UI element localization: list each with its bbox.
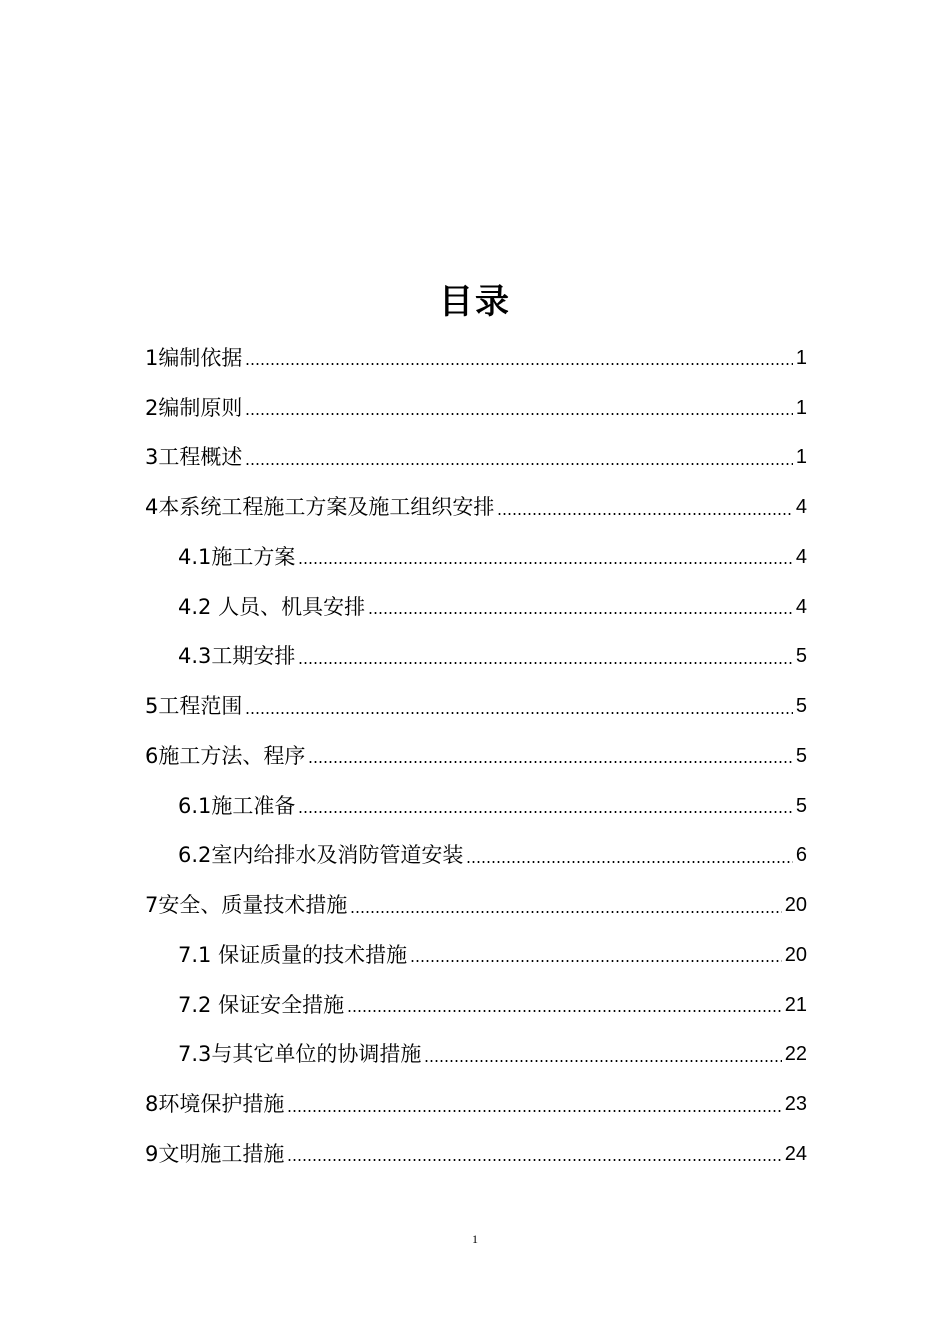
toc-entry[interactable] xyxy=(145,880,807,930)
toc-entry-page: 4 xyxy=(795,545,807,568)
toc-entry-page: 1 xyxy=(795,346,807,369)
toc-entry-title: 5工程范围 xyxy=(145,694,243,719)
dot-leader xyxy=(350,911,781,913)
page-title: 目录 xyxy=(439,282,511,322)
toc-entry-title: 7安全、质量技术措施 xyxy=(145,893,348,918)
dot-leader xyxy=(298,811,792,813)
dot-leader xyxy=(245,413,793,415)
toc-entry[interactable] xyxy=(145,930,807,980)
toc-entry[interactable] xyxy=(145,333,807,383)
toc-entry[interactable] xyxy=(145,681,807,731)
toc-entry-title: 7.3与其它单位的协调措施 xyxy=(178,1042,422,1067)
toc-entry[interactable] xyxy=(145,980,807,1030)
toc-entry-page: 5 xyxy=(795,744,807,767)
dot-leader xyxy=(347,1010,782,1012)
toc-entry-title: 6.1施工准备 xyxy=(178,793,296,818)
toc-entry[interactable] xyxy=(145,781,807,831)
toc-entry-title: 4.1施工方案 xyxy=(178,544,296,569)
dot-leader xyxy=(287,1110,781,1112)
toc-entry[interactable] xyxy=(145,532,807,582)
toc-entry-title: 2编制原则 xyxy=(145,395,243,420)
toc-entry[interactable] xyxy=(145,831,807,881)
toc-entry-title: 6.2室内给排水及消防管道安装 xyxy=(178,843,464,868)
dot-leader xyxy=(245,463,793,465)
toc-entry-page: 6 xyxy=(795,844,807,867)
toc-entry-page: 5 xyxy=(795,645,807,668)
toc-entry[interactable] xyxy=(145,632,807,682)
toc-entry[interactable] xyxy=(145,582,807,632)
toc-entry-title: 6施工方法、程序 xyxy=(145,743,306,768)
dot-leader xyxy=(424,1060,781,1062)
toc-entry-title: 7.1 保证质量的技术措施 xyxy=(178,942,408,967)
toc-entry-page: 23 xyxy=(784,1093,807,1116)
toc-entry-page: 1 xyxy=(795,446,807,469)
toc-entry-title: 4本系统工程施工方案及施工组织安排 xyxy=(145,495,495,520)
toc-entry-page: 21 xyxy=(784,993,807,1016)
toc-entry[interactable] xyxy=(145,731,807,781)
toc-entry-page: 20 xyxy=(784,943,807,966)
toc-entry-title: 9文明施工措施 xyxy=(145,1141,285,1166)
toc-entry[interactable] xyxy=(145,482,807,532)
dot-leader xyxy=(287,1159,781,1161)
toc-entry-page: 4 xyxy=(795,595,807,618)
dot-leader xyxy=(497,513,793,515)
toc-entry[interactable] xyxy=(145,433,807,483)
toc-entry[interactable] xyxy=(145,383,807,433)
dot-leader xyxy=(245,363,793,365)
dot-leader xyxy=(298,662,792,664)
table-of-contents xyxy=(145,333,807,1179)
toc-entry-page: 5 xyxy=(795,695,807,718)
toc-entry-page: 20 xyxy=(784,894,807,917)
dot-leader xyxy=(245,712,793,714)
toc-entry-title: 8环境保护措施 xyxy=(145,1092,285,1117)
page-number: 1 xyxy=(472,1232,478,1246)
toc-entry-title: 3工程概述 xyxy=(145,445,243,470)
toc-entry-title: 1编制依据 xyxy=(145,345,243,370)
dot-leader xyxy=(410,960,782,962)
toc-entry[interactable] xyxy=(145,1030,807,1080)
toc-entry-title: 4.2 人员、机具安排 xyxy=(178,594,366,619)
dot-leader xyxy=(308,761,793,763)
toc-entry[interactable] xyxy=(145,1079,807,1129)
toc-entry-page: 24 xyxy=(784,1142,807,1165)
toc-entry-title: 4.3工期安排 xyxy=(178,644,296,669)
toc-entry-page: 5 xyxy=(795,794,807,817)
dot-leader xyxy=(466,861,792,863)
dot-leader xyxy=(298,562,792,564)
toc-entry-title: 7.2 保证安全措施 xyxy=(178,992,345,1017)
toc-entry-page: 1 xyxy=(795,396,807,419)
toc-entry[interactable] xyxy=(145,1129,807,1179)
toc-entry-page: 4 xyxy=(795,496,807,519)
toc-entry-page: 22 xyxy=(784,1043,807,1066)
dot-leader xyxy=(368,612,793,614)
